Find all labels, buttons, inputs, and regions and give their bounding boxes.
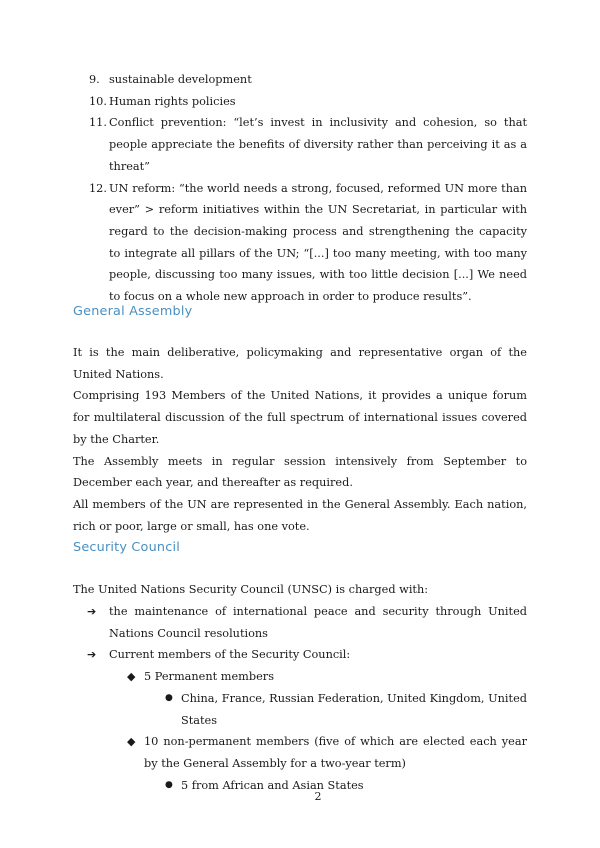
- list-text: 10 non-permanent members (five of which are elected each year by the General Assembly for a two-year term): [144, 735, 527, 770]
- list-item: [73, 112, 527, 177]
- paragraph: The United Nations Security Council (UNSC) is charged with:: [73, 583, 429, 596]
- paragraph: Comprising 193 Members of the United Nations, it provides a unique forum for multilateral discussion of the full spectrum of international issues covered by the Charter.: [73, 389, 527, 446]
- list-number: 9.: [89, 73, 100, 86]
- list-text: Conflict prevention: “let’s invest in inclusivity and cohesion, so that people appreciate the benefits of diversity rather than perceiving it as a threat”: [109, 116, 527, 173]
- list-number: 11.: [89, 116, 107, 130]
- list-text: the maintenance of international peace and security through United Nations Council resolutions: [109, 605, 527, 640]
- diamond-bullet-icon: ◆: [127, 670, 136, 684]
- list-text: sustainable development: [109, 73, 252, 86]
- paragraph: It is the main deliberative, policymaking and representative organ of the United Nations.: [73, 346, 527, 381]
- general-assembly-text: [73, 342, 527, 537]
- dot-bullet-icon: ●: [165, 692, 173, 703]
- list-text: 5 Permanent members: [144, 670, 274, 684]
- arrow-icon: ➔: [87, 648, 97, 662]
- list-text: China, France, Russian Federation, United Kingdom, United States: [181, 691, 527, 727]
- list-text: Human rights policies: [109, 94, 236, 108]
- section-heading-security-council: Security Council: [73, 540, 180, 555]
- numbered-list: [73, 69, 527, 308]
- section-heading-general-assembly: General Assembly: [73, 304, 193, 319]
- paragraph: The Assembly meets in regular session intensively from September to December each year, and thereafter as required.: [73, 454, 527, 490]
- arrow-list-item: [73, 644, 527, 666]
- list-item: [73, 91, 527, 113]
- security-council-intro: [73, 579, 527, 601]
- page-number: 2: [314, 790, 322, 803]
- diamond-bullet-icon: ◆: [127, 735, 136, 749]
- list-item: [73, 69, 527, 91]
- diamond-list-item: [73, 666, 527, 688]
- list-number: 10.: [89, 94, 107, 108]
- list-text: 5 from African and Asian States: [181, 778, 364, 792]
- dot-list-item: [73, 688, 527, 731]
- arrow-list-item: [73, 601, 527, 644]
- list-text: Current members of the Security Council:: [109, 648, 351, 662]
- list-text: UN reform: “the world needs a strong, focused, reformed UN more than ever” > reform initiatives within the UN Secretariat, in particular with regard to the decision-making process and strengthening the capacity to integrate all pillars of the UN; “[...] too many meeting, with too many people, discussing too many issues, with too little decision [...] We need to focus on a whole new approach in order to produce results”.: [109, 181, 527, 304]
- paragraph: All members of the UN are represented in the General Assembly. Each nation, rich or poor, large or small, has one vote.: [73, 497, 527, 533]
- diamond-list-item: [73, 731, 527, 774]
- arrow-icon: ➔: [87, 605, 97, 618]
- security-council-list: [73, 601, 527, 796]
- list-number: 12.: [89, 181, 107, 195]
- list-item: [73, 178, 527, 308]
- dot-bullet-icon: ●: [165, 779, 173, 790]
